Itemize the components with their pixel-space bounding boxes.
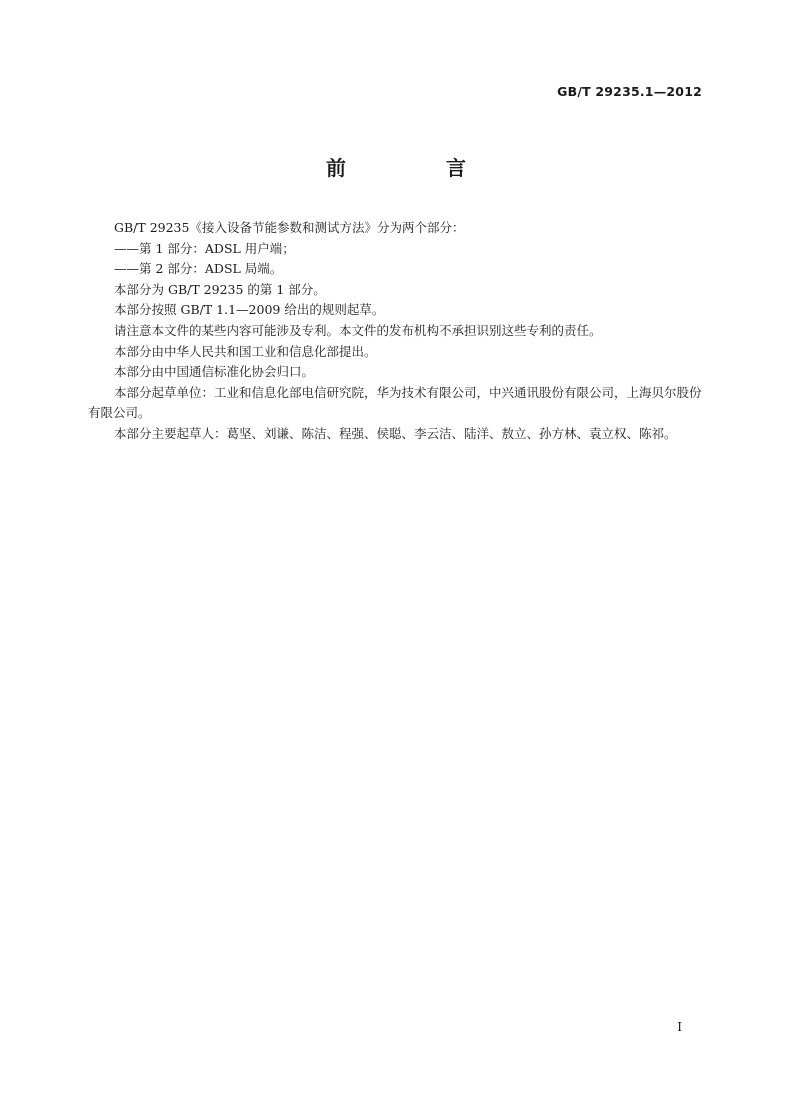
list-item-part-2: ——第 2 部分：ADSL 局端。 bbox=[114, 261, 283, 277]
standard-number-header: GB/T 29235.1—2012 bbox=[557, 84, 702, 99]
paragraph-drafting-rules: 本部分按照 GB/T 1.1—2009 给出的规则起草。 bbox=[114, 302, 385, 318]
page-title: 前 言 bbox=[326, 156, 506, 180]
paragraph-this-part: 本部分为 GB/T 29235 的第 1 部分。 bbox=[114, 281, 326, 297]
paragraph-drafters: 本部分主要起草人：葛坚、刘谦、陈洁、程强、侯聪、李云洁、陆洋、敖立、孙方林、袁立权、陈祁。 bbox=[114, 425, 677, 441]
list-item-part-1: ——第 1 部分：ADSL 用户端； bbox=[114, 240, 295, 256]
paragraph-parts-intro: GB/T 29235《接入设备节能参数和测试方法》分为两个部分： bbox=[114, 220, 465, 235]
paragraph-patent-notice: 请注意本文件的某些内容可能涉及专利。本文件的发布机构不承担识别这些专利的责任。 bbox=[114, 322, 602, 338]
paragraph-drafting-units: 本部分起草单位：工业和信息化部电信研究院，华为技术有限公司，中兴通讯股份有限公司，上海贝尔股份有限公司。 bbox=[88, 384, 702, 421]
page-number: I bbox=[677, 1020, 682, 1034]
foreword-body bbox=[88, 218, 706, 445]
paragraph-centralized-by: 本部分由中国通信标准化协会归口。 bbox=[114, 364, 315, 380]
paragraph-proposed-by: 本部分由中华人民共和国工业和信息化部提出。 bbox=[114, 343, 377, 359]
